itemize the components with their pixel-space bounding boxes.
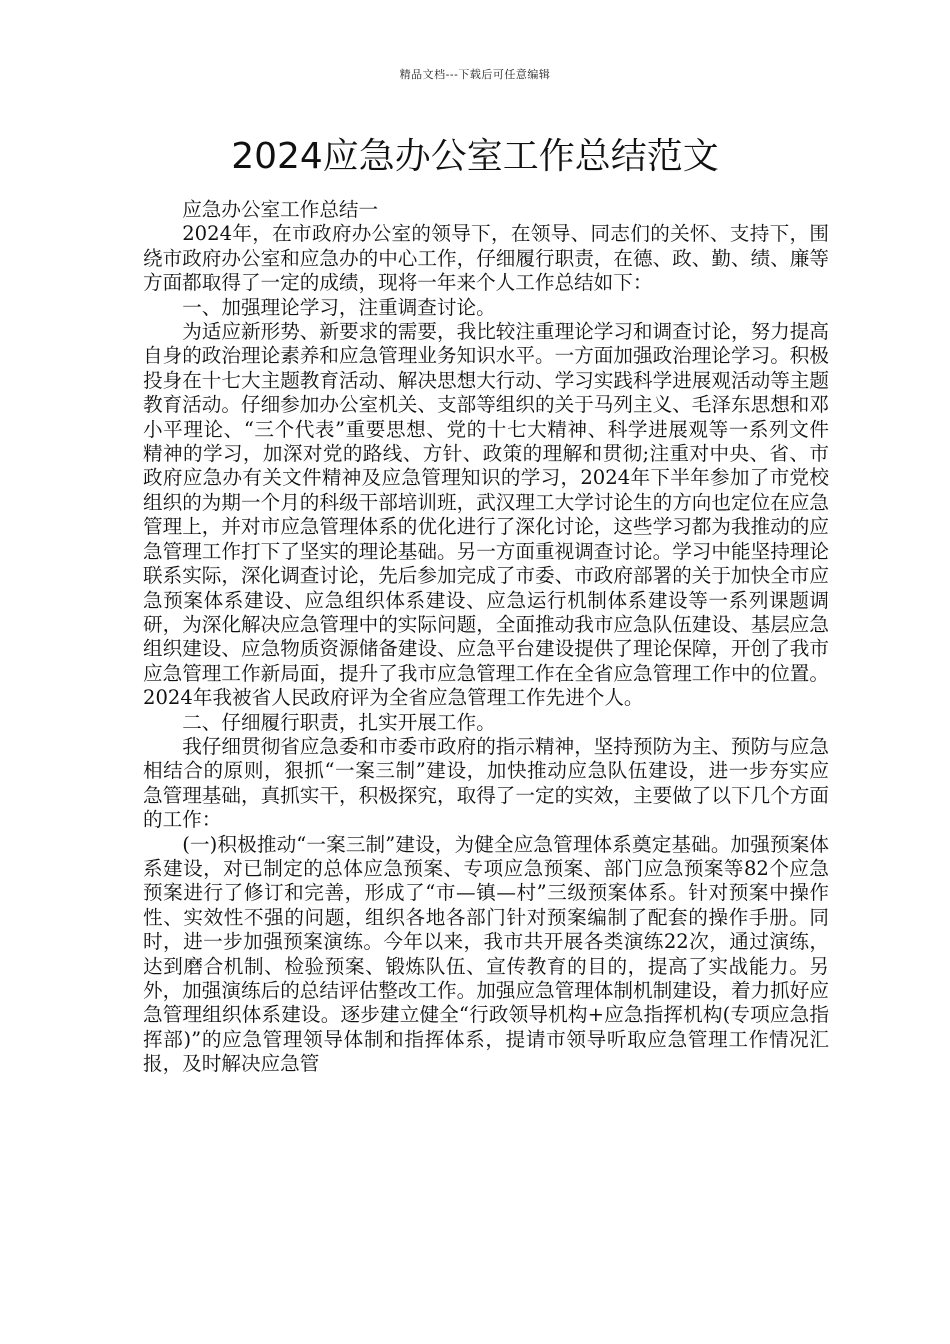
section-heading: 一、加强理论学习，注重调查讨论。 xyxy=(182,295,496,319)
section-heading: 二、仔细履行职责，扎实开展工作。 xyxy=(182,710,496,734)
body-paragraph: 应急办公室工作总结一 xyxy=(182,198,379,221)
body-paragraph: 我仔细贯彻省应急委和市委市政府的指示精神，坚持预防为主、预防与应急相结合的原则，狠抓“一案三制”建设，加快推动应急队伍建设，进一步夯实应急管理基础，真抓实干，积极探究，取得了一定的实效，主要做了以下几个方面的工作： xyxy=(143,734,829,832)
header-note: 精品文档---下载后可任意编辑 xyxy=(399,68,551,81)
body-paragraph: (一)积极推动“一案三制”建设，为健全应急管理体系奠定基础。加强预案体系建设，对已制定的总体应急预案、专项应急预案、部门应急预案等82个应急预案进行了修订和完善，形成了“市—镇—村”三级预案体系。针对预案中操作性、实效性不强的问题，组织各地各部门针对预案编制了配套的操作手册。同时，进一步加强预案演练。今年以来，我市共开展各类演练22次，通过演练，达到磨合机制、检验预案、锻炼队伍、宣传教育的目的，提高了实战能力。另外，加强演练后的总结评估整改工作。加强应急管理体制机制建设，着力抓好应急管理组织体系建设。逐步建立健全“行政领导机构+应急指挥机构(专项应急指挥部)”的应急管理领导体制和指挥体系，提请市领导听取应急管理工作情况汇报，及时解决应急管 xyxy=(143,832,829,1076)
body-paragraph: 为适应新形势、新要求的需要，我比较注重理论学习和调查讨论，努力提高自身的政治理论素养和应急管理业务知识水平。一方面加强政治理论学习。积极投身在十七大主题教育活动、解决思想大行动、学习实践科学进展观活动等主题教育活动。仔细参加办公室机关、支部等组织的关于马列主义、毛泽东思想和邓小平理论、“三个代表”重要思想、党的十七大精神、科学进展观等一系列文件精神的学习，加深对党的路线、方针、政策的理解和贯彻;注重对中央、省、市政府应急办有关文件精神及应急管理知识的学习，2024年下半年参加了市党校组织的为期一个月的科级干部培训班，武汉理工大学讨论生的方向也定位在应急管理上，并对市应急管理体系的优化进行了深化讨论，这些学习都为我推动的应急管理工作打下了坚实的理论基础。另一方面重视调查讨论。学习中能坚持理论联系实际，深化调查讨论，先后参加完成了市委、市政府部署的关于加快全市应急预案体系建设、应急组织体系建设、应急运行机制体系建设等一系列课题调研，为深化解决应急管理中的实际问题，全面推动我市应急队伍建设、基层应急组织建设、应急物质资源储备建设、应急平台建设提供了理论保障，开创了我市应急管理工作新局面，提升了我市应急管理工作在全省应急管理工作中的位置。2024年我被省人民政府评为全省应急管理工作先进个人。 xyxy=(143,320,829,710)
document-title: 2024应急办公室工作总结范文 xyxy=(231,136,719,177)
document-body xyxy=(143,198,829,1077)
body-paragraph: 2024年，在市政府办公室的领导下，在领导、同志们的关怀、支持下，围绕市政府办公室和应急办的中心工作，仔细履行职责，在德、政、勤、绩、廉等方面都取得了一定的成绩，现将一年来个人工作总结如下： xyxy=(143,222,829,295)
